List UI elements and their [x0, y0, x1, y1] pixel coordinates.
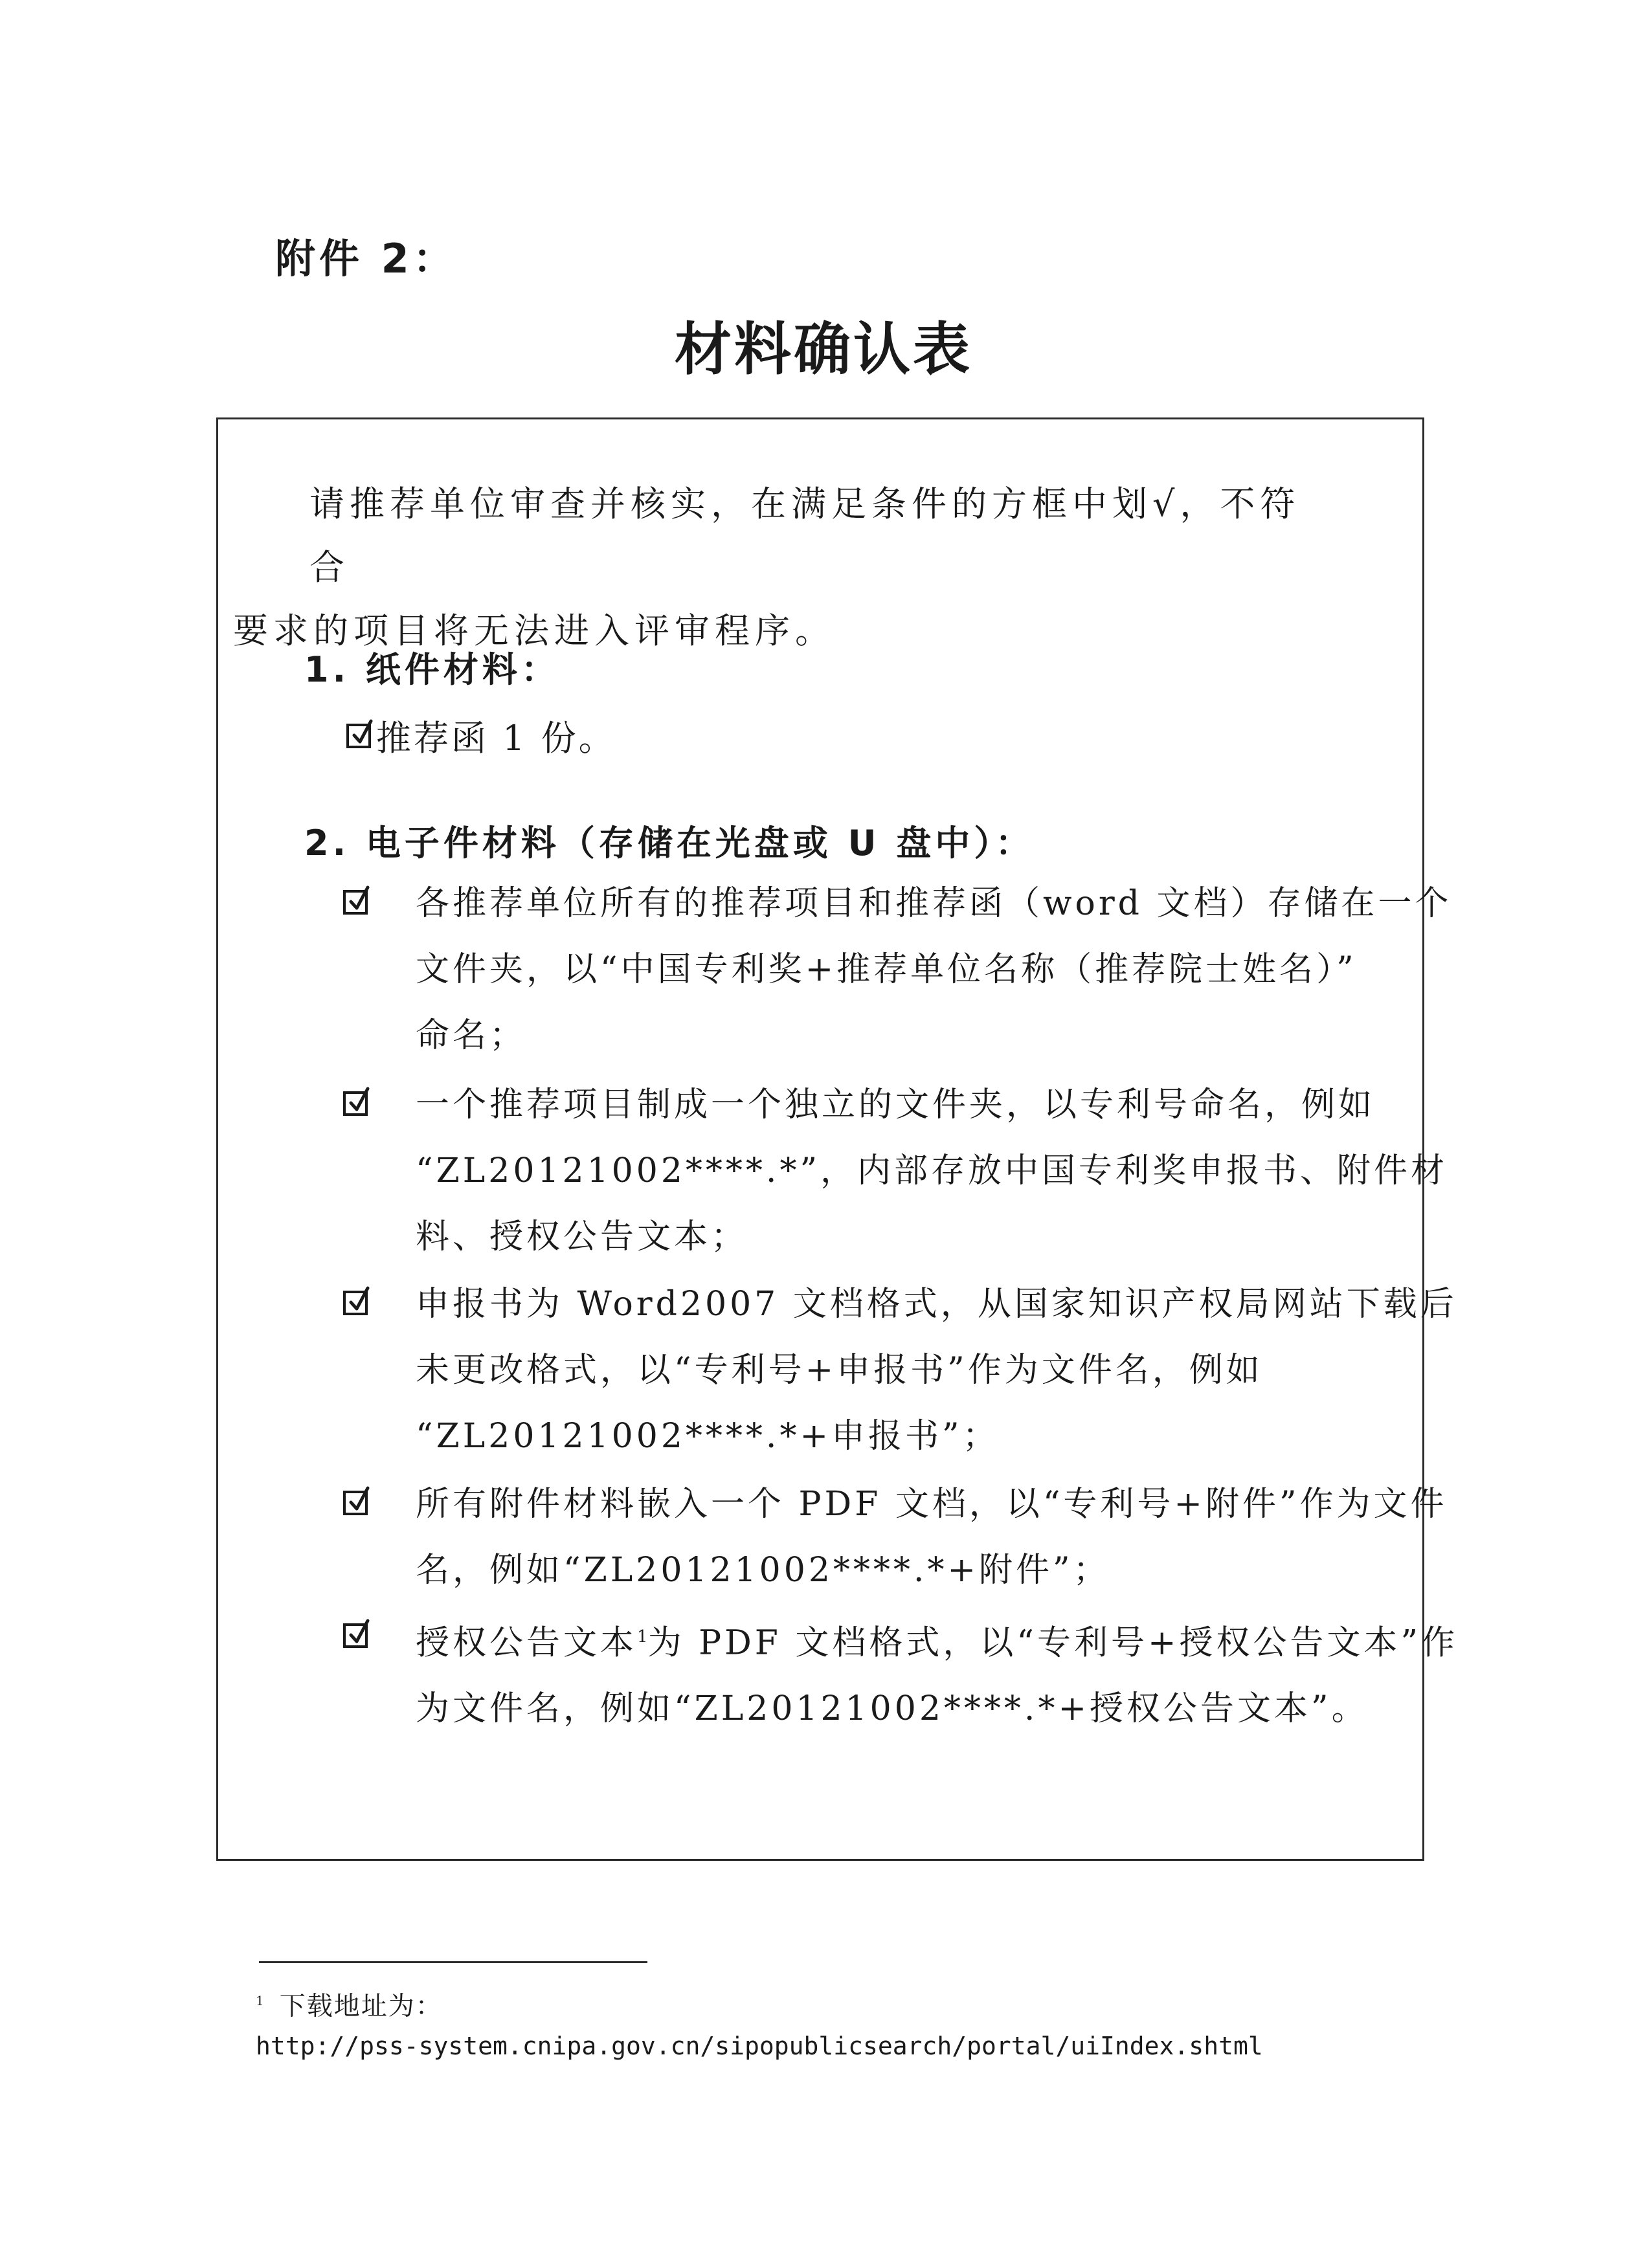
item-line: “ZL20121002****.*”，内部存放中国专利奖申报书、附件材	[416, 1151, 1448, 1190]
footnote-ref[interactable]: 1	[637, 1627, 648, 1647]
checked-box-icon	[343, 1291, 368, 1315]
item-line-part: 为 PDF 文档格式，以“专利号+授权公告文本”作	[647, 1623, 1459, 1663]
item-line: 命名；	[416, 1016, 527, 1055]
item-line: “ZL20121002****.*+申报书”；	[416, 1417, 1000, 1456]
paper-item	[346, 711, 616, 761]
item-line: 各推荐单位所有的推荐项目和推荐函（word 文档）存储在一个	[416, 884, 1452, 923]
item-line-part: 授权公告文本	[416, 1623, 638, 1663]
item-line: 未更改格式，以“专利号+申报书”作为文件名，例如	[416, 1351, 1263, 1390]
footnote-text: 下载地址为：	[279, 1991, 443, 2021]
item-line: 名，例如“ZL20121002****.*+附件”；	[416, 1551, 1110, 1590]
checked-box-icon	[343, 1091, 368, 1116]
checked-box-icon	[343, 1623, 368, 1648]
item-line: 为文件名，例如“ZL20121002****.*+授权公告文本”。	[416, 1689, 1369, 1729]
checked-box-icon	[343, 1491, 368, 1515]
intro-line-2: 要求的项目将无法进入评审程序。	[233, 610, 835, 651]
footnote-divider	[259, 1961, 647, 1963]
footnote-mark: 1	[256, 1993, 265, 2008]
section-heading-paper: 1. 纸件材料：	[304, 649, 560, 690]
item-line: 一个推荐项目制成一个独立的文件夹，以专利号命名，例如	[416, 1085, 1376, 1124]
intro-paragraph	[233, 472, 1334, 663]
electronic-item-text	[416, 1072, 1448, 1270]
item-line: 料、授权公告文本；	[416, 1217, 748, 1256]
electronic-item-text	[416, 1604, 1459, 1742]
page-title: 材料确认表	[674, 316, 972, 383]
electronic-item-text	[416, 871, 1452, 1069]
intro-line-1: 请推荐单位审查并核实，在满足条件的方框中划√，不符合	[309, 484, 1301, 588]
paper-item-label: 推荐函 1 份。	[376, 718, 616, 759]
item-line	[416, 1604, 1459, 1676]
electronic-item-text	[416, 1271, 1457, 1469]
footnote-url[interactable]: http://pss-system.cnipa.gov.cn/sipopublicsearch/portal/uiIndex.shtml	[256, 2032, 1263, 2061]
electronic-item-text	[416, 1471, 1448, 1603]
attachment-label: 附件 2：	[275, 235, 457, 282]
item-line: 文件夹，以“中国专利奖+推荐单位名称（推荐院士姓名）”	[416, 950, 1357, 989]
footnote	[256, 1981, 1263, 2066]
item-line: 所有附件材料嵌入一个 PDF 文档，以“专利号+附件”作为文件	[416, 1485, 1448, 1524]
section-heading-electronic: 2. 电子件材料（存储在光盘或 U 盘中）：	[304, 823, 1035, 863]
checked-box-icon	[343, 890, 368, 915]
checked-box-icon	[346, 724, 371, 748]
item-line: 申报书为 Word2007 文档格式，从国家知识产权局网站下载后	[416, 1285, 1457, 1324]
